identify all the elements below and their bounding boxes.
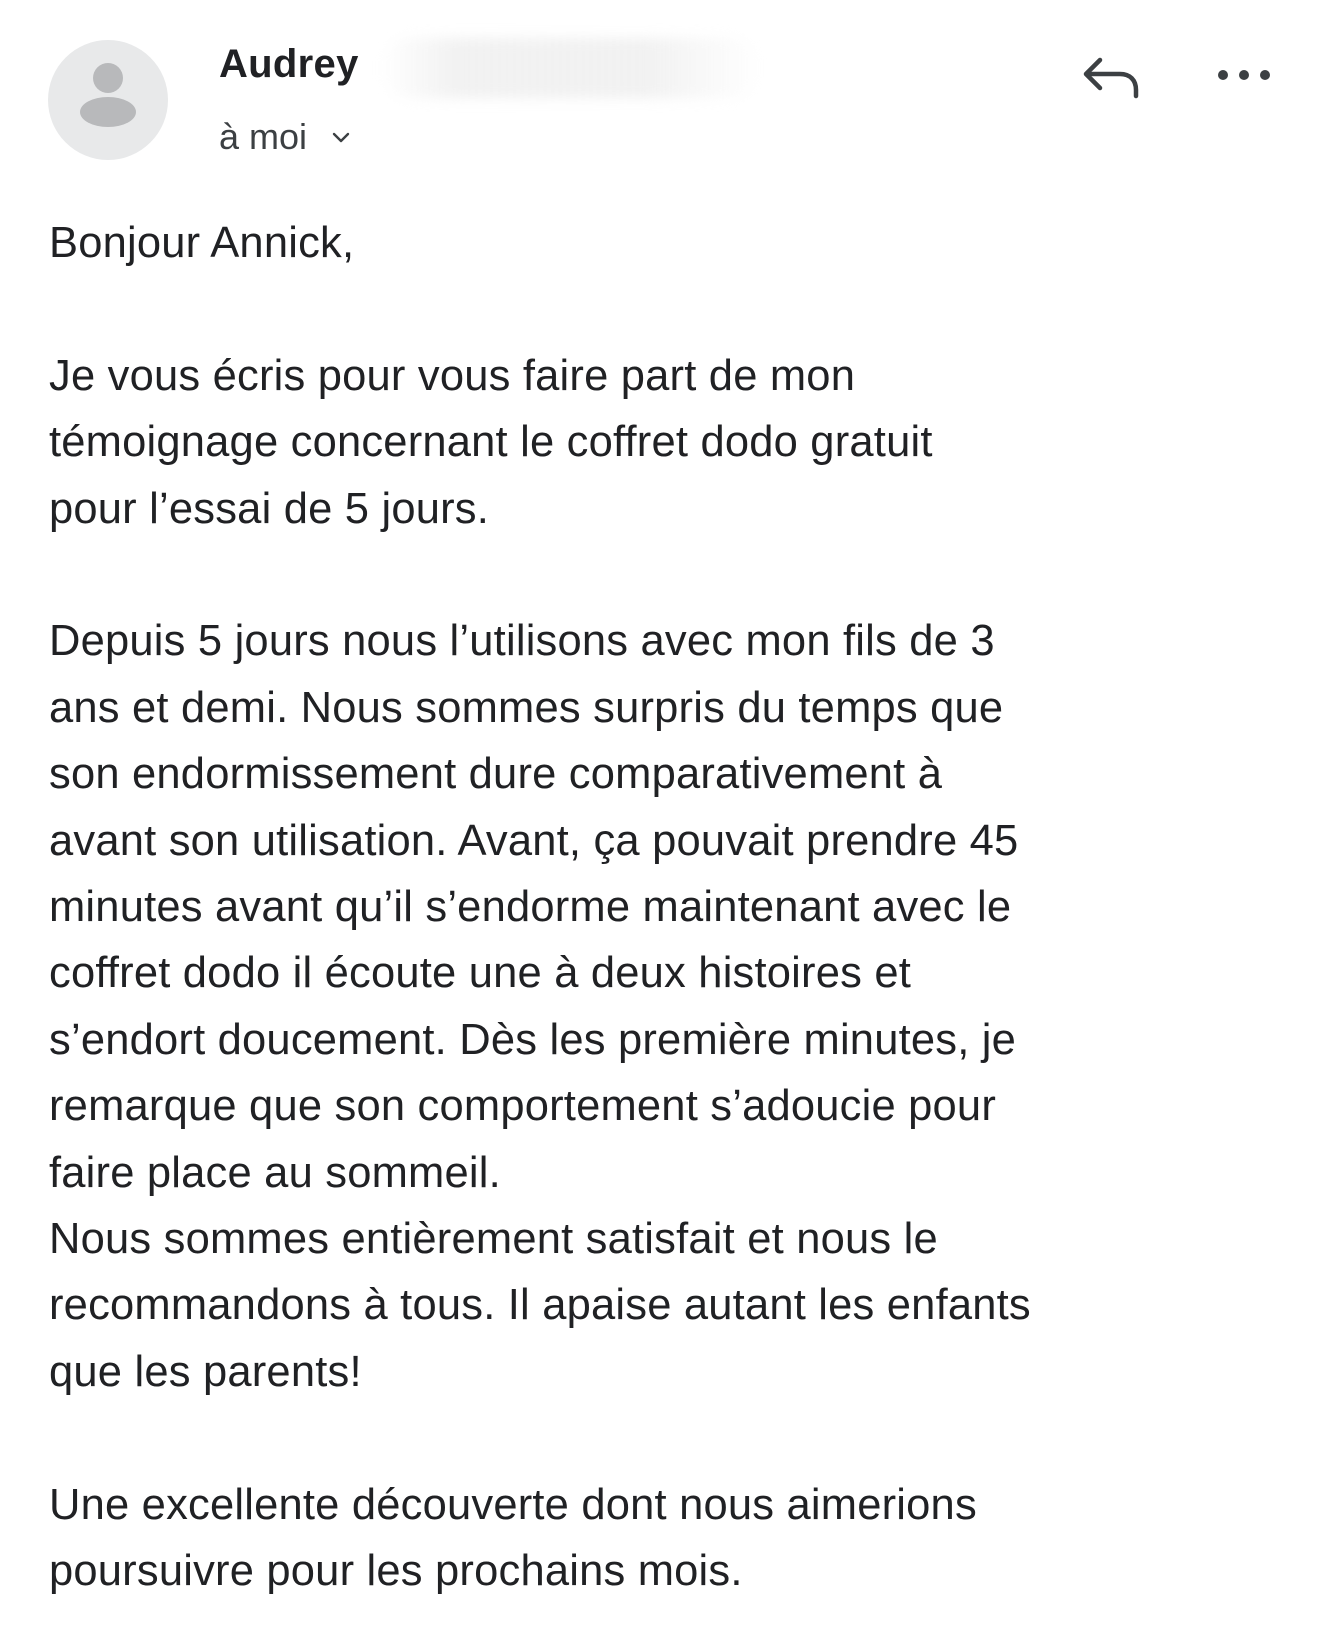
- chevron-down-icon: [331, 131, 351, 145]
- paragraph-3-line: poursuivre pour les prochains mois.: [49, 1547, 743, 1596]
- email-header: [0, 0, 1320, 180]
- paragraph-2-line: s’endort doucement. Dès les première minutes, je: [49, 1015, 1017, 1064]
- more-horizontal-icon: [1214, 60, 1274, 90]
- email-body: [49, 210, 1299, 1604]
- paragraph-2-line: remarque que son comportement s’adoucie pour: [49, 1082, 997, 1131]
- paragraph-1-line: témoignage concernant le coffret dodo gratuit: [49, 418, 933, 467]
- reply-button[interactable]: [1080, 50, 1144, 104]
- paragraph-2-line: Nous sommes entièrement satisfait et nous le: [49, 1215, 938, 1264]
- paragraph-2-line: faire place au sommeil.: [49, 1148, 501, 1197]
- paragraph-2-line: son endormissement dure comparativement à: [49, 750, 943, 799]
- paragraph-2-line: coffret dodo il écoute une à deux histoires et: [49, 949, 912, 998]
- person-avatar-icon: [48, 40, 168, 160]
- recipient-details-toggle[interactable]: [219, 116, 351, 158]
- recipient-label: à moi: [219, 116, 308, 157]
- paragraph-spacer: [49, 1405, 1299, 1471]
- sender-name[interactable]: Audrey: [219, 42, 359, 86]
- redacted-sender-address: [380, 38, 760, 98]
- paragraph-2-line: ans et demi. Nous sommes surpris du temps que: [49, 683, 1004, 732]
- paragraph-spacer: [49, 276, 1299, 342]
- greeting: Bonjour Annick,: [49, 219, 355, 267]
- paragraph-2-line: recommandons à tous. Il apaise autant les enfants: [49, 1281, 1031, 1330]
- more-options-button[interactable]: [1214, 60, 1274, 90]
- reply-icon: [1080, 50, 1144, 104]
- paragraph-1-line: Je vous écris pour vous faire part de mon: [49, 351, 856, 400]
- paragraph-spacer: [49, 542, 1299, 608]
- paragraph-2-line: Depuis 5 jours nous l’utilisons avec mon fils de 3: [49, 617, 995, 666]
- paragraph-3-line: Une excellente découverte dont nous aimerions: [49, 1480, 977, 1529]
- paragraph-2-line: minutes avant qu’il s’endorme maintenant avec le: [49, 883, 1012, 932]
- paragraph-1-line: pour l’essai de 5 jours.: [49, 484, 490, 533]
- paragraph-2-line: avant son utilisation. Avant, ça pouvait prendre 45: [49, 816, 1019, 865]
- paragraph-2-line: que les parents!: [49, 1347, 362, 1396]
- sender-avatar[interactable]: [48, 40, 168, 160]
